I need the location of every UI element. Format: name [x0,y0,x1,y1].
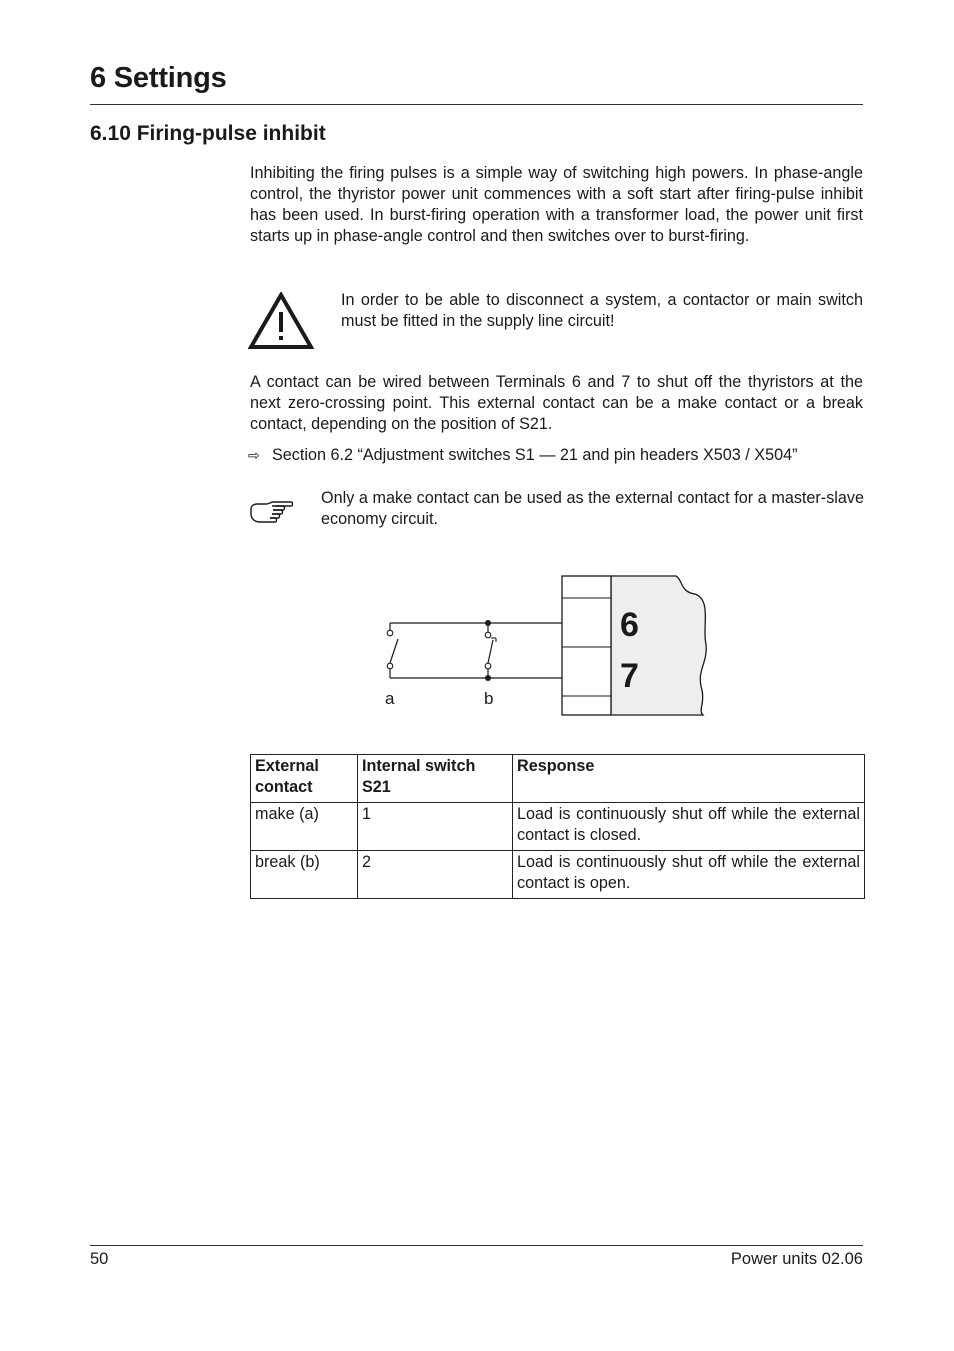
header-response: Response [513,755,865,803]
cell-switch-position: 1 [358,803,513,851]
note-text: Only a make contact can be used as the external contact for a master-slave economy circuit. [321,489,864,528]
intro-paragraph: Inhibiting the firing pulses is a simple way of switching high powers. In phase-angle control, the thyristor power unit commences with a soft start after firing-pulse inhibit has been used. In burst-firing operation with a transformer load, the power unit first starts up in phase-angle control and then switches over to burst-firing. [250,164,863,245]
section-title: 6.10 Firing-pulse inhibit [90,122,326,145]
pointing-hand-icon [248,500,294,528]
page-number: 50 [90,1250,109,1268]
header-rule [90,104,863,105]
break-contact-b [485,623,496,678]
cell-response: Load is continuously shut off while the external contact is closed. [513,803,865,851]
contact-a-label: a [385,689,395,708]
footer-rule [90,1245,863,1246]
terminal-wiring-diagram [380,572,720,718]
footer-doc-title: Power units 02.06 [730,1250,863,1268]
table-header-row [251,755,865,803]
terminal-column [562,576,611,715]
contact-b-label: b [484,689,494,708]
warning-text: In order to be able to disconnect a system, a contactor or main switch must be fitted in the supply line circuit! [341,291,863,330]
contact-paragraph: A contact can be wired between Terminals 6 and 7 to shut off the thyristors at the next zero-crossing point. This external contact can be a make contact or a break contact, depending on the position of S21. [250,373,863,433]
header-external-contact: External contact [251,755,358,803]
cell-external-contact: make (a) [251,803,358,851]
right-arrow-icon: ⇨ [248,447,260,463]
make-contact-a [387,623,398,678]
table-row [251,803,865,851]
terminal-7-label: 7 [620,657,639,695]
cell-external-contact: break (b) [251,851,358,899]
cell-switch-position: 2 [358,851,513,899]
cross-reference-text: Section 6.2 “Adjustment switches S1 — 21 and pin headers X503 / X504” [272,446,798,464]
response-table [250,754,865,899]
table-row [251,851,865,899]
chapter-title: 6 Settings [90,62,227,94]
terminal-6-label: 6 [620,606,639,644]
header-internal-switch: Internal switch S21 [358,755,513,803]
cell-response: Load is continuously shut off while the external contact is open. [513,851,865,899]
warning-triangle-icon [248,292,314,350]
cross-reference[interactable] [248,445,868,466]
